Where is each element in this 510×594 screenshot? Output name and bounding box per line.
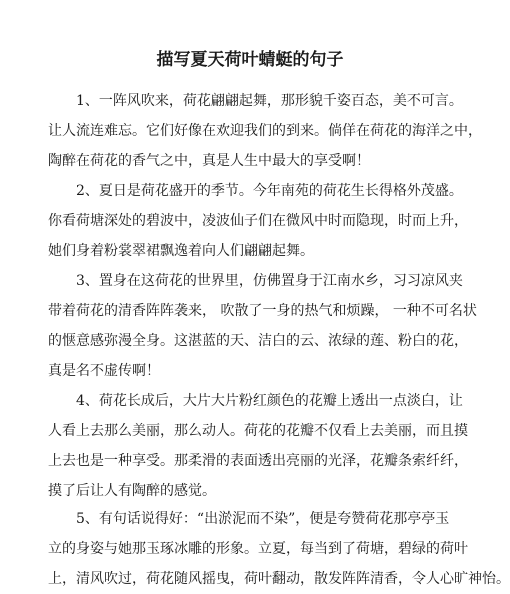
paragraph-line: 陶醉在荷花的香气之中，真是人生中最大的享受啊！ bbox=[48, 153, 370, 169]
paragraph-line: 人看上去那么美丽，那么动人。荷花的花瓣不仅看上去美丽，而且摸 bbox=[48, 423, 468, 439]
paragraph-line: 立的身姿与她那玉琢冰雕的形象。立夏，每当到了荷塘，碧绿的荷叶 bbox=[48, 541, 468, 557]
paragraph-2 bbox=[48, 176, 468, 266]
paragraph-line: 3、置身在这荷花的世界里，仿佛置身于江南水乡，习习凉风夹 bbox=[76, 273, 463, 289]
paragraph-line: 她们身着粉裳翠裙飘逸着向人们翩翩起舞。 bbox=[48, 243, 314, 259]
paragraph-line: 上，清风吹过，荷花随风摇曳，荷叶翻动，散发阵阵清香，令人心旷神怡。 bbox=[48, 571, 510, 587]
paragraph-line: 5、有句话说得好：“出淤泥而不染”，便是夸赞荷花那亭亭玉 bbox=[76, 511, 450, 527]
paragraph-line: 真是名不虚传啊！ bbox=[48, 363, 160, 379]
paragraph-line: 4、荷花长成后，大片大片粉红颜色的花瓣上透出一点淡白，让 bbox=[76, 393, 463, 409]
paragraph-line: 1、一阵风吹来，荷花翩翩起舞，那形貌千姿百态，美不可言。 bbox=[76, 93, 463, 109]
paragraph-1 bbox=[48, 86, 482, 176]
paragraph-line: 2、夏日是荷花盛开的季节。今年南苑的荷花生长得格外茂盛。 bbox=[76, 183, 463, 199]
paragraph-5 bbox=[48, 504, 510, 587]
paragraph-line: 上去也是一种享受。那柔滑的表面透出亮丽的光泽，花瓣条索纤纤， bbox=[48, 453, 468, 469]
paragraph-line: 让人流连难忘。它们好像在欢迎我们的到来。倘佯在荷花的海洋之中， bbox=[48, 123, 482, 139]
paragraph-line: 你看荷塘深处的碧波中，凌波仙子们在微风中时而隐现，时而上升， bbox=[48, 213, 468, 229]
document-title: 描写夏天荷叶蜻蜓的句子 bbox=[156, 50, 344, 70]
paragraph-line: 摸了后让人有陶醉的感觉。 bbox=[48, 483, 216, 499]
paragraph-3 bbox=[48, 266, 477, 386]
paragraph-line: 带着荷花的清香阵阵袭来， 吹散了一身的热气和烦躁， 一种不可名状 bbox=[48, 303, 477, 319]
paragraph-4 bbox=[48, 386, 468, 506]
paragraph-line: 的惬意感弥漫全身。这湛蓝的天、洁白的云、浓绿的莲、粉白的花， bbox=[48, 333, 468, 349]
